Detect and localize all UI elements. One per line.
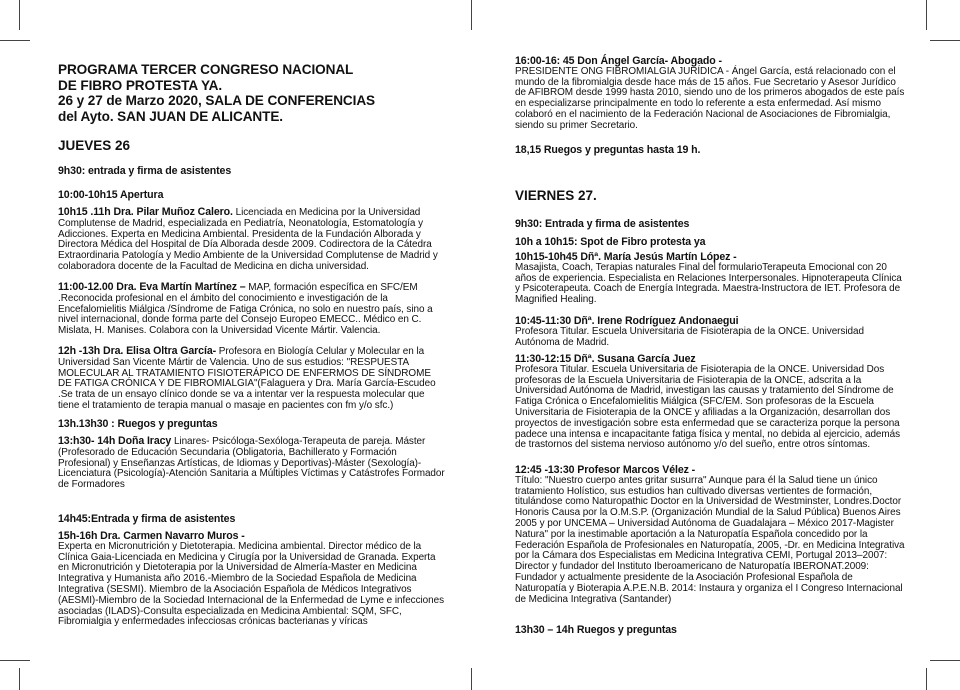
speaker-entry: [515, 56, 905, 132]
crop-mark: [19, 668, 20, 690]
schedule-entry: 9h30: entrada y firma de asistentes: [58, 165, 232, 177]
speaker-heading: 12:45 -13:30 Profesor Marcos Vélez -: [515, 464, 696, 476]
speaker-bio: Profesora Titular. Escuela Universitaria de Fisioterapia de la ONCE. Universidad Dos profesoras de la Escuela Universitaria de Fisioterapia de la ONCE, adscrita a la Universidad Autónoma de Madrid, investigan las causas y tratamiento del Síndrome de Fatiga Crónica o Encefalomielitis Miálgica (SFC/EM. Son profesoras de la Escuela Universitaria de Fisioterapia de la ONCE y afiliadas a la Organización, desarrollan dos proyectos de investigación sobre esta enfermedad que se caracteriza porque la persona padece una intensa e incapacitante fatiga física y mental, no debida al ejercicio, además de trastornos del sistema nervioso autónomo y/o del sueño, entre otros síntomas.: [515, 363, 901, 451]
speaker-entry: [58, 436, 446, 491]
speaker-heading: 10h15-10h45 Dñª. María Jesús Martín López -: [515, 251, 737, 263]
speaker-heading: 16:00-16: 45 Don Ángel García- Abogado -: [515, 55, 722, 67]
speaker-entry: [58, 282, 446, 337]
speaker-entry: [58, 346, 446, 412]
speaker-heading: 11:30-12:15 Dñª. Susana García Juez: [515, 353, 696, 365]
speaker-entry: [515, 354, 905, 451]
speaker-bio: Linares- Psicóloga-Sexóloga-Terapeuta de pareja. Máster (Profesorado de Educación Secundaria (Obligatoria, Bachillerato y Formación Profesional) y Enseñanzas Artísticas, de Idiomas y Deportivas)-Máster (Sexología)-Licenciatura (Psicología)-Atención Sanitaria a Múltiples Víctimas y Catástrofes Formador de Formadores: [58, 436, 445, 491]
crop-mark: [19, 0, 20, 30]
schedule-entry: 13h30 – 14h Ruegos y preguntas: [515, 624, 677, 636]
schedule-entry: 13h.13h30 : Ruegos y preguntas: [58, 418, 218, 430]
crop-mark: [471, 0, 472, 30]
speaker-bio: Título: "Nuestro cuerpo antes gritar susurra" Aunque para él la Salud tiene un único tratamiento Holístico, sus estudios han cultivado diversas vertientes de formación, titulándose como Naturopathic Doctor en la Universidad de Westminster, Londres.Doctor Honoris Causa por la O.M.S.P. (Organización Mundial de la Salud Pública) Buenos Aires 2005 y por UNCEMA – Universidad Autónoma de Guadalajara – México 2017-Magister Natura" por la inestimable aportación a la Naturopatía Española concedido por la Federación Española de Profesionales en Naturopatía, 2005, -Dr. en Medicina Integrativa por la Cámara dos Especialistas em Medicina Integrativa CEMI, Portugal 2013–2007: Director y fundador del Instituto Iberoamericano de Naturopatía IBERONAT.2009: Fundador y actualmente presidente de la Asociación Profesional Española de Naturopatía y Bioterapia A.P.E.N.B. 2014: Instaura y organiza el I Congreso Internacional de Medicina Integrativa (Santander): [515, 474, 905, 605]
crop-mark: [926, 0, 927, 30]
schedule-entry: 18,15 Ruegos y preguntas hasta 19 h.: [515, 144, 701, 156]
speaker-bio: Experta en Micronutrición y Dietoterapia. Medicina ambiental. Director médico de la Clínica Gaia-Licenciada en Medicina y Cirugía por la Universidad de Granada. Experta en Micronutrición y Dietoterapia por la Universidad de Almería-Master en Medicina Integrativa y Humanista año 2016.-Miembro de la Sociedad Española de Medicina Integrativa (SESMI). Miembro de la Asociación Española de Médicos Integrativos (AESMI)-Miembro de la Sociedad Internacional de la Enfermedad de Lyme e infecciones asociadas (ILADS)-Consulta especializada en Medicina Ambiental: SQM, SFC, Fibromialgia y enfermedades infecciosas crónicas bacterianas y víricas: [58, 540, 445, 628]
speaker-heading: 10h15 .11h Dra. Pilar Muñoz Calero.: [58, 206, 233, 218]
schedule-entry: 10:00-10h15 Apertura: [58, 189, 164, 201]
speaker-entry: [515, 252, 905, 306]
speaker-bio: Masajista, Coach, Terapias naturales Final del formularioTerapeuta Emocional con 20 años de experiencia. Especialista en Relaciones Interpersonales. Hipnoterapeuta Clínica y Psicoterapeuta. Coach de Energía Integrada. Maestra-Instructora de IET. Profesora de Magnified Healing.: [515, 261, 902, 306]
speaker-heading: 13:h30- 14h Doña Iracy: [58, 435, 172, 447]
crop-mark: [0, 40, 30, 41]
program-title: PROGRAMA TERCER CONGRESO NACIONAL DE FIBRO PROTESTA YA. 26 y 27 de Marzo 2020, SALA DE CONFERENCIAS del Ayto. SAN JUAN DE ALICANTE.: [58, 62, 376, 124]
day-heading-thursday: JUEVES 26: [58, 138, 131, 153]
schedule-entry: 9h30: Entrada y firma de asistentes: [515, 218, 690, 230]
speaker-heading: 15h-16h Dra. Carmen Navarro Muros -: [58, 530, 245, 542]
crop-mark: [0, 660, 30, 661]
speaker-heading: 12h -13h Dra. Elisa Oltra García-: [58, 345, 217, 357]
crop-mark: [930, 660, 960, 661]
schedule-entry: 14h45:Entrada y firma de asistentes: [58, 513, 236, 525]
speaker-bio: Profesora en Biología Celular y Molecular en la Universidad San Vicente Mártir de Valencia. Uno de sus estudios: "RESPUESTA MOLECULAR AL TRATAMIENTO FISIOTERÁPICO DE ENFERMOS DE SÍNDROME DE FATIGA CRÓNICA Y DE FIBROMIALGIA"(Falaguera y Dra. María García-Escudeo .Se trata de un ensayo clínico donde se va a intentar ver la respuesta molecular que tiene el tratamiento de terapia manual o masaje en pacientes con fm y/o sfc.): [58, 346, 436, 411]
speaker-entry: [58, 207, 446, 273]
speaker-bio: Licenciada en Medicina por la Universidad Complutense de Madrid, especializada en Pediatría, Neonatología, Estomatología y Adicciones. Experta en Medicina Ambiental. Presidenta de la Fundación Alborada y Directora Médica del Hospital de Día Alborada desde 2009. Codirectora de la Cátedra Extraordinaria Patología y Medio Ambiente de la Universidad Complutense de Madrid y colaboradora docente de la Facultad de Medicina en dicha universidad.: [58, 207, 438, 272]
schedule-entry: 10h a 10h15: Spot de Fibro protesta ya: [515, 236, 706, 248]
speaker-entry: [515, 316, 905, 348]
speaker-heading: 10:45-11:30 Dñª. Irene Rodríguez Andonaegui: [515, 315, 739, 327]
speaker-bio: MAP, formación específica en SFC/EM .Reconocida profesional en el ámbito del conocimiento e investigación de la Encefalomielitis Miálgica /Síndrome de Fatiga Crónica, no solo en nuestro país, sino a nivel internacional, donde forma parte del Consejo Europeo EMECC.. Médico en C. Mislata, H. Manises. Colabora con la Universidad Vicente Mártir. Valencia.: [58, 282, 433, 337]
crop-mark: [926, 668, 927, 690]
crop-mark: [471, 668, 472, 690]
speaker-bio: Profesora Titular. Escuela Universitaria de Fisioterapia de la ONCE. Universidad Autónoma de Madrid.: [515, 325, 864, 348]
speaker-bio: PRESIDENTE ONG FIBROMIALGIA JURÍDICA - Ángel García, está relacionado con el mundo de la fibromialgia desde hace más de 15 años. Fue Secretario y Asesor Jurídico de AFIBROM desde 1999 hasta 2010, siendo uno de los primeros abogados de este país en especializarse principalmente en todo lo referente a esta enfermedad. Así mismo colaboró en el nacimiento de la Federación Nacional de Asociaciones de Fibromialgia, siendo su primer Secretario.: [515, 65, 905, 131]
speaker-heading: 11:00-12.00 Dra. Eva Martín Martínez –: [58, 281, 246, 293]
speaker-entry: [58, 531, 446, 628]
crop-mark: [930, 40, 960, 41]
day-heading-friday: VIERNES 27.: [515, 188, 597, 203]
speaker-entry: [515, 465, 905, 605]
